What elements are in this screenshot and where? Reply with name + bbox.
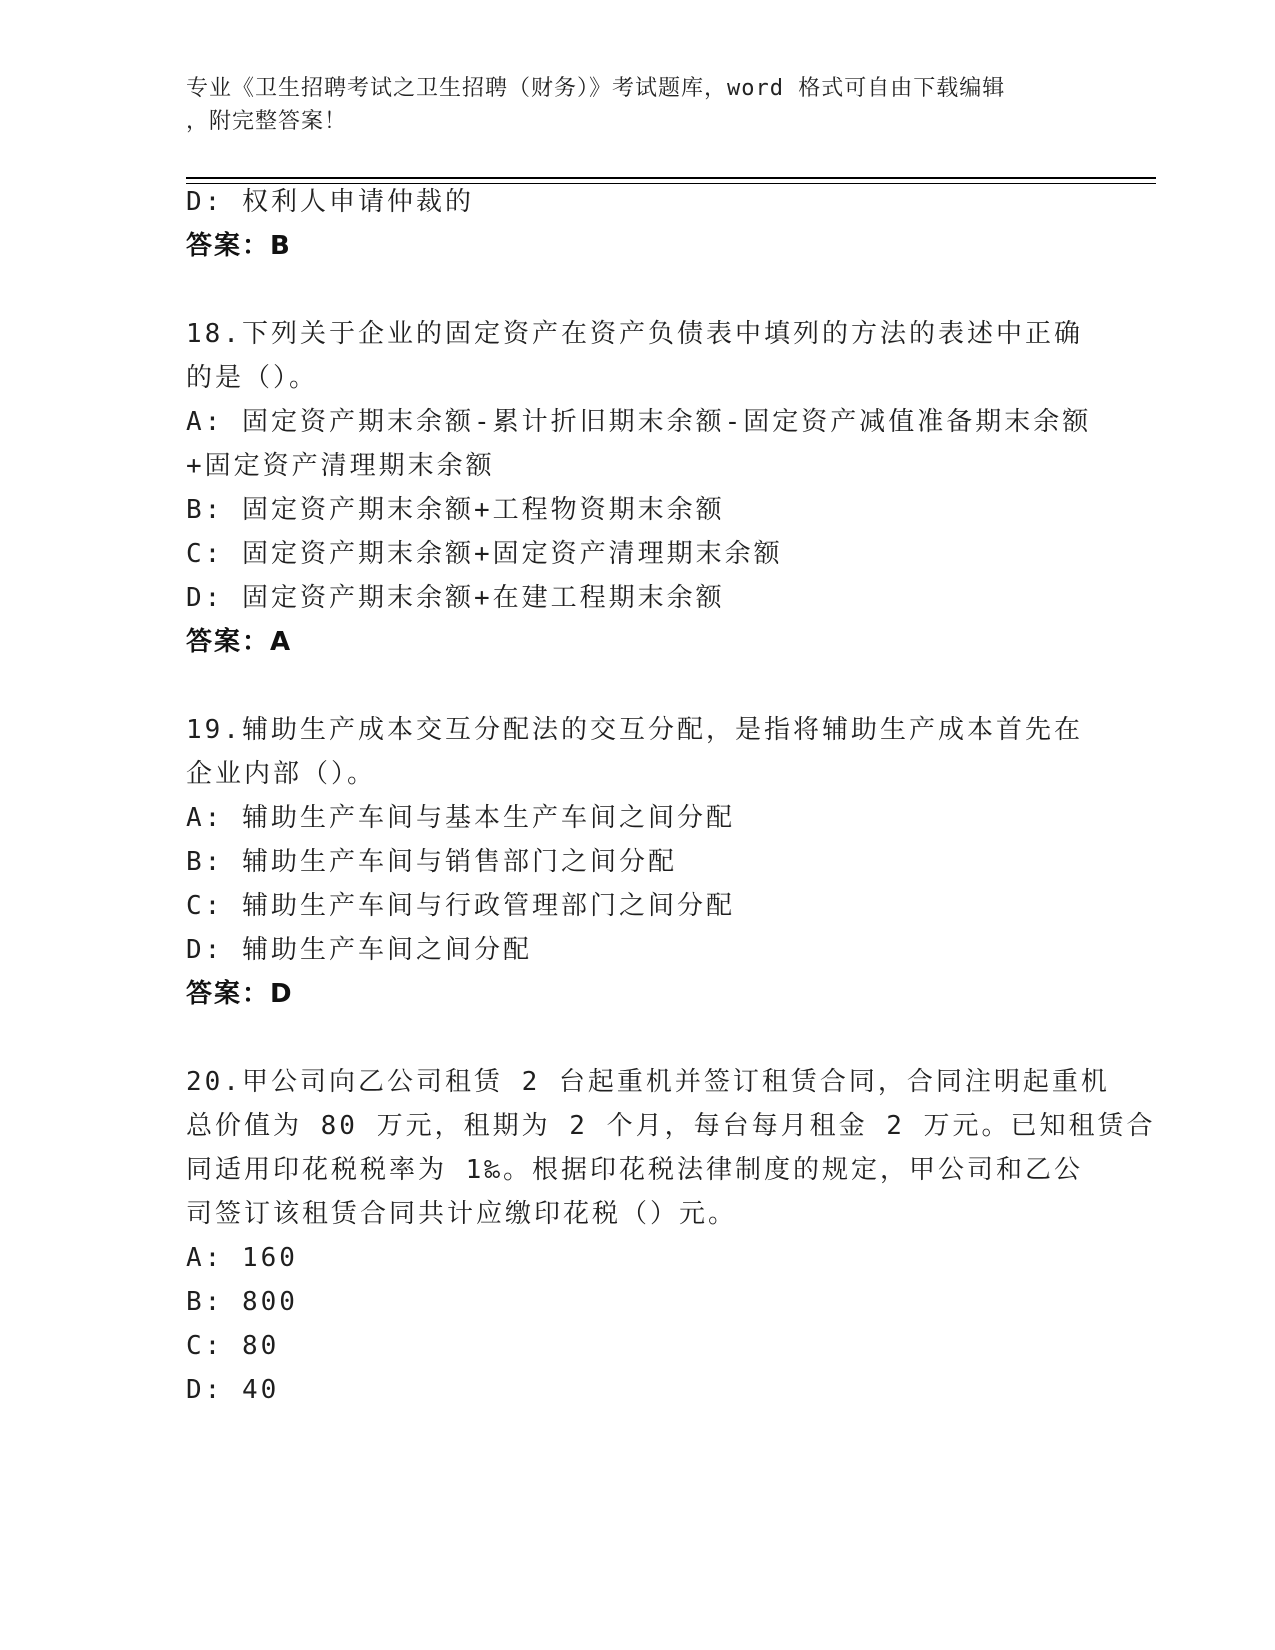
q18-option-a-line-1: A: 固定资产期末余额-累计折旧期末余额-固定资产减值准备期末余额 (186, 407, 1092, 437)
q20-option-c: C: 80 (186, 1331, 280, 1361)
header-divider-thin (186, 183, 1156, 184)
q20-stem-line-4: 司签订该租赁合同共计应缴印花税（）元。 (186, 1199, 738, 1229)
q18-option-a-line-2: +固定资产清理期末余额 (186, 451, 495, 481)
q18-stem-line-2: 的是（）。 (186, 363, 319, 393)
prev-answer: 答案：B (186, 231, 292, 261)
q20-stem-line-3: 同适用印花税税率为 1‰。根据印花税法律制度的规定，甲公司和乙公 (186, 1155, 1083, 1185)
header-line-1: 专业《卫生招聘考试之卫生招聘（财务）》考试题库，word 格式可自由下载编辑 (186, 76, 1006, 101)
q20-option-b: B: 800 (186, 1287, 298, 1317)
q20-stem-line-1: 20.甲公司向乙公司租赁 2 台起重机并签订租赁合同，合同注明起重机 (186, 1067, 1110, 1097)
q18-option-b: B: 固定资产期末余额+工程物资期末余额 (186, 495, 725, 525)
q19-answer: 答案：D (186, 979, 294, 1009)
prev-option-d: D: 权利人申请仲裁的 (186, 187, 474, 217)
q20-option-a: A: 160 (186, 1243, 298, 1273)
q19-option-a: A: 辅助生产车间与基本生产车间之间分配 (186, 803, 735, 833)
q18-option-c: C: 固定资产期末余额+固定资产清理期末余额 (186, 539, 783, 569)
document-header (186, 72, 1066, 138)
q20-option-d: D: 40 (186, 1375, 280, 1405)
q19-stem-line-2: 企业内部（）。 (186, 759, 377, 789)
q18-answer: 答案：A (186, 627, 293, 657)
q19-stem-line-1: 19.辅助生产成本交互分配法的交互分配，是指将辅助生产成本首先在 (186, 715, 1083, 745)
q19-option-b: B: 辅助生产车间与销售部门之间分配 (186, 847, 677, 877)
q20-stem-line-2: 总价值为 80 万元，租期为 2 个月，每台每月租金 2 万元。已知租赁合 (186, 1111, 1156, 1141)
q18-option-d: D: 固定资产期末余额+在建工程期末余额 (186, 583, 725, 613)
q18-stem-line-1: 18.下列关于企业的固定资产在资产负债表中填列的方法的表述中正确 (186, 319, 1083, 349)
header-line-2: ，附完整答案！ (186, 109, 348, 134)
q19-option-d: D: 辅助生产车间之间分配 (186, 935, 532, 965)
header-divider-thick (186, 177, 1156, 179)
q19-option-c: C: 辅助生产车间与行政管理部门之间分配 (186, 891, 735, 921)
